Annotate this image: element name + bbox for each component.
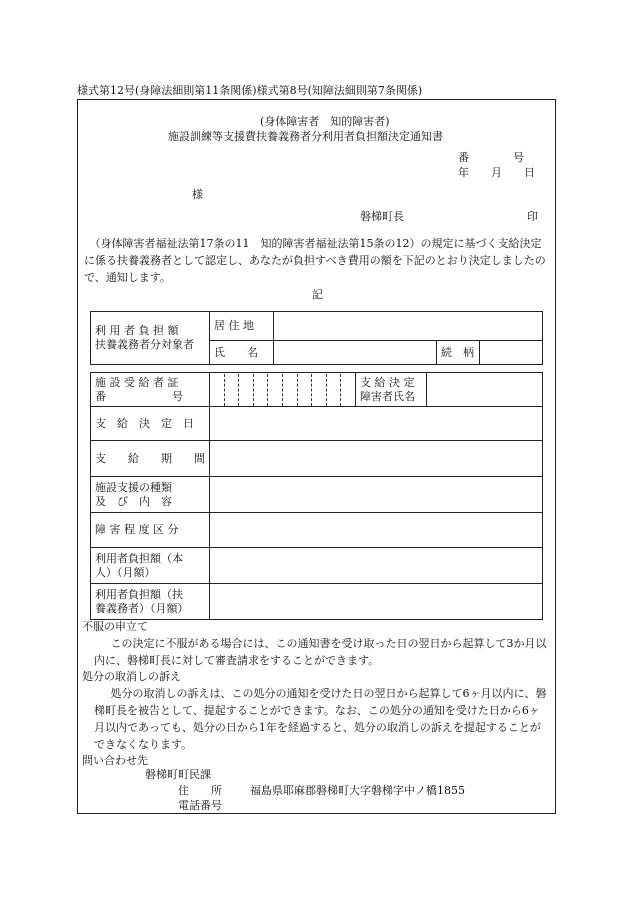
name-label: 氏 名 bbox=[210, 341, 274, 365]
subtitle: (身体障害者 知的障害者) bbox=[260, 115, 390, 128]
disability-level-field[interactable] bbox=[210, 513, 543, 548]
lawsuit-body: 処分の取消しの訴えは、この処分の通知を受けた日の翌日から起算して6ヶ月以内に、磐梯町長を被告として、提起することができます。なお、この処分の通知を受けた日から6ヶ月以内であっても、処分の日から1年を経過すると、処分の取消しの訴えを提起することができなくなります。 bbox=[94, 687, 547, 751]
contact-address-label: 住 所 bbox=[178, 784, 222, 797]
intro-paragraph: （身体障害者福祉法第17条の11 知的障害者福祉法第15条の12）の規定に基づく支給決定に係る扶養義務者として認定し、あなたが負担すべき費用の額を下記のとおり決定しましたので、通知します。 bbox=[84, 237, 546, 284]
relation-label: 続 柄 bbox=[437, 341, 480, 365]
address-label: 居 住 地 bbox=[210, 312, 274, 341]
decision-date-field[interactable] bbox=[210, 407, 543, 441]
address-field[interactable] bbox=[274, 312, 543, 341]
contact-address: 福島県耶麻郡磐梯町大字磐梯字中ノ橋1855 bbox=[250, 784, 465, 797]
relation-field[interactable] bbox=[480, 341, 543, 365]
ki-label: 記 bbox=[312, 288, 323, 301]
cert-label: 施 設 受 給 者 証 番 号 bbox=[91, 373, 210, 407]
self-burden-label: 利用者負担額（本 人）（月額） bbox=[91, 548, 210, 584]
document-title: 施設訓練等支援費扶養義務者分利用者負担額決定通知書 bbox=[168, 130, 443, 143]
form-number: 様式第12号(身障法細則第11条関係)様式第8号(知障法細則第7条関係) bbox=[77, 84, 423, 97]
objection-body: この決定に不服がある場合には、この通知書を受け取った日の翌日から起算して3か月以内に、磐梯町長に対して審査請求をすることができます。 bbox=[94, 637, 547, 667]
recipient-name-field[interactable] bbox=[427, 373, 543, 407]
recipient-suffix: 様 bbox=[192, 188, 203, 201]
guardian-burden-label: 利用者負担額（扶 養義務者）（月額） bbox=[91, 584, 210, 620]
lawsuit-heading: 処分の取消しの訴え bbox=[82, 670, 181, 683]
seal-mark: 印 bbox=[527, 210, 538, 223]
issuer: 磐梯町長 bbox=[360, 210, 404, 223]
name-field[interactable] bbox=[274, 341, 437, 365]
disability-level-label: 障 害 程 度 区 分 bbox=[91, 513, 210, 548]
guardian-burden-field[interactable] bbox=[210, 584, 543, 620]
payment-period-field[interactable] bbox=[210, 441, 543, 477]
contact-phone-label: 電話番号 bbox=[178, 799, 222, 812]
subject-header: 利 用 者 負 担 額 扶養義務者分対象者 bbox=[91, 312, 210, 365]
objection-heading: 不服の申立て bbox=[82, 620, 148, 633]
self-burden-field[interactable] bbox=[210, 548, 543, 584]
support-type-label: 施設支援の種類 及 び 内 容 bbox=[91, 477, 210, 513]
benefit-table bbox=[90, 372, 543, 620]
number-label: 番 号 bbox=[458, 151, 524, 164]
date-label: 年 月 日 bbox=[458, 166, 535, 179]
contact-heading: 問い合わせ先 bbox=[82, 754, 148, 767]
subject-table bbox=[90, 311, 543, 365]
support-type-field[interactable] bbox=[210, 477, 543, 513]
contact-dept: 磐梯町町民課 bbox=[145, 768, 211, 781]
decision-date-label: 支 給 決 定 日 bbox=[91, 407, 210, 441]
payment-period-label: 支 給 期 間 bbox=[91, 441, 210, 477]
recipient-name-label: 支 給 決 定 障害者氏名 bbox=[356, 373, 427, 407]
cert-number-field[interactable] bbox=[210, 373, 356, 407]
